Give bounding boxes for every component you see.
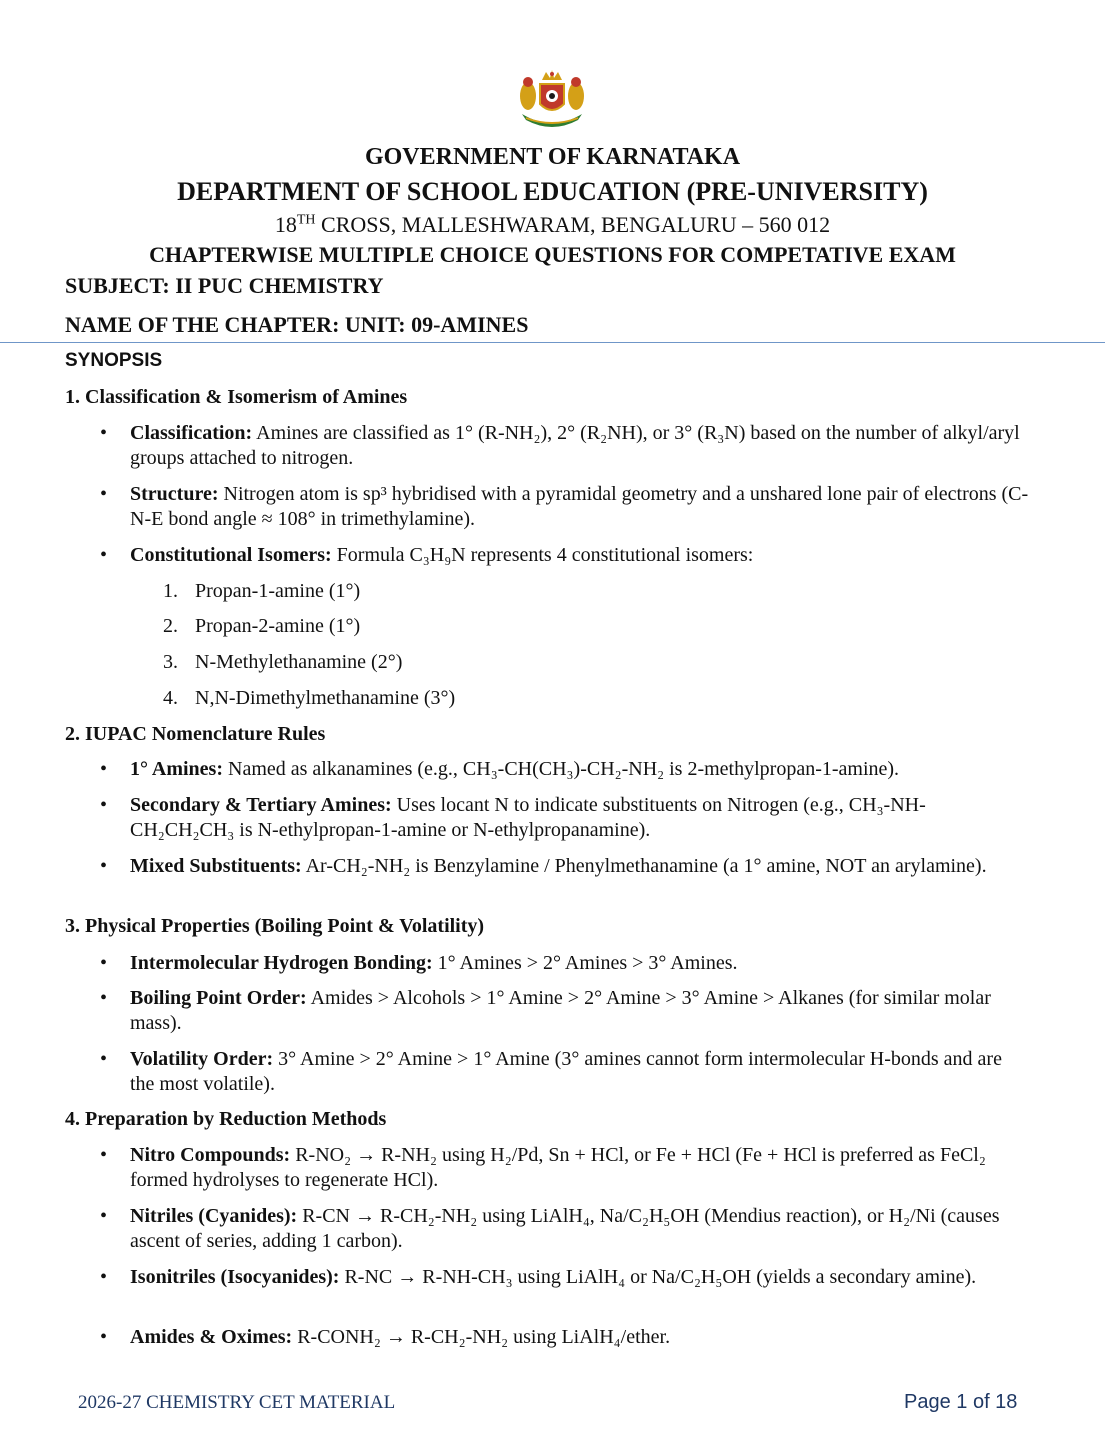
bullet-item (130, 1325, 1030, 1350)
address-rest: CROSS, MALLESHWARAM, BENGALURU – 560 012 (315, 212, 831, 237)
karnataka-emblem-logo (516, 68, 588, 132)
bullet-item (130, 421, 1030, 471)
bullet-text: Amines are classified as 1° (R-NH₂), 2° (R₂NH), or 3° (R₃N) based on the number of alkyl/aryl groups attached to nitrogen. (130, 422, 1020, 469)
bullet-text: Nitrogen atom is sp³ hybridised with a pyramidal geometry and a unshared lone pair of electrons (C-N-E bond angle ≈ 108° in trimethylamine). (130, 483, 1029, 530)
item-text: Propan-2-amine (1°) (195, 615, 361, 637)
bullet-text: 3° Amine > 2° Amine > 1° Amine (3° amines cannot form intermolecular H-bonds and are the most volatile). (130, 1048, 1002, 1095)
address-number: 18 (274, 212, 297, 237)
bullet-label: Mixed Substituents: (130, 855, 302, 877)
bullet-label: Nitro Compounds: (130, 1144, 291, 1166)
bullet-label: Constitutional Isomers: (130, 544, 332, 566)
bullet-label: Nitriles (Cyanides): (130, 1205, 298, 1227)
bullet-text: 1° Amines > 2° Amines > 3° Amines. (437, 952, 738, 974)
bullet-item (130, 482, 1030, 532)
numbered-item (163, 615, 360, 638)
bullet-text: R-CN → R-CH₂-NH₂ using LiAlH₄, Na/C₂H₅OH (Mendius reaction), or H₂/Ni (causes ascent of series, adding 1 carbon). (130, 1205, 1000, 1252)
item-number: 1. (163, 580, 178, 602)
bullet-label: Isonitriles (Isocyanides): (130, 1266, 340, 1288)
bullet-item (130, 1265, 1030, 1290)
section-heading: 4. Preparation by Reduction Methods (65, 1108, 387, 1130)
bullet-item (130, 1204, 1030, 1254)
bullet-label: Classification: (130, 422, 253, 444)
item-text: Propan-1-amine (1°) (195, 580, 361, 602)
address-superscript: TH (296, 212, 316, 228)
bullet-label: Structure: (130, 483, 219, 505)
bullet-item (130, 793, 1030, 843)
numbered-item (163, 580, 360, 603)
numbered-item (163, 651, 402, 674)
bullet-item (130, 986, 1030, 1036)
footer-material-label: 2026-27 CHEMISTRY CET MATERIAL (78, 1392, 396, 1413)
bullet-text: Amides > Alcohols > 1° Amine > 2° Amine > 3° Amine > Alkanes (for similar molar mass). (130, 987, 991, 1034)
bullet-text: R-NC → R-NH-CH₃ using LiAlH₄ or Na/C₂H₅OH (yields a secondary amine). (344, 1266, 977, 1288)
bullet-label: Boiling Point Order: (130, 987, 307, 1009)
subject-line: SUBJECT: II PUC CHEMISTRY (65, 273, 384, 298)
bullet-text: Named as alkanamines (e.g., CH₃-CH(CH₃)-CH₂-NH₂ is 2-methylpropan-1-amine). (228, 758, 900, 780)
bullet-label: Secondary & Tertiary Amines: (130, 794, 392, 816)
government-title: GOVERNMENT OF KARNATAKA (364, 144, 741, 170)
item-number: 2. (163, 615, 178, 637)
section-heading: 2. IUPAC Nomenclature Rules (65, 723, 326, 745)
bullet-item (130, 1143, 1030, 1193)
document-title: CHAPTERWISE MULTIPLE CHOICE QUESTIONS FOR COMPETATIVE EXAM (149, 242, 956, 267)
address (0, 212, 1105, 238)
bullet-text: R-CONH₂ → R-CH₂-NH₂ using LiAlH₄/ether. (297, 1326, 671, 1348)
bullet-item (130, 543, 1030, 568)
bullet-item (130, 1047, 1030, 1097)
bullet-text: R-NO₂ → R-NH₂ using H₂/Pd, Sn + HCl, or Fe + HCl (Fe + HCl is preferred as FeCl₂ formed hydrolyses to regenerate HCl). (130, 1144, 986, 1191)
bullet-label: Volatility Order: (130, 1048, 274, 1070)
bullet-text: Uses locant N to indicate substituents on Nitrogen (e.g., CH₃-NH-CH₂CH₂CH₃ is N-ethylpropan-1-amine or N-ethylpropanamine). (130, 794, 926, 841)
bullet-item (130, 951, 1030, 976)
bullet-item (130, 757, 1030, 782)
bullet-label: Intermolecular Hydrogen Bonding: (130, 952, 433, 974)
item-text: N-Methylethanamine (2°) (195, 651, 403, 673)
bullet-text: Ar-CH₂-NH₂ is Benzylamine / Phenylmethanamine (a 1° amine, NOT an arylamine). (305, 855, 987, 877)
item-number: 3. (163, 651, 178, 673)
page-number: Page 1 of 18 (904, 1391, 1018, 1413)
bullet-item (130, 854, 1030, 879)
chapter-line: NAME OF THE CHAPTER: UNIT: 09-AMINES (65, 312, 529, 337)
department-title: DEPARTMENT OF SCHOOL EDUCATION (PRE-UNIVERSITY) (177, 177, 928, 206)
item-text: N,N-Dimethylmethanamine (3°) (195, 687, 456, 709)
item-number: 4. (163, 687, 178, 709)
numbered-item (163, 687, 455, 710)
bullet-label: Amides & Oximes: (130, 1326, 293, 1348)
section-heading: 3. Physical Properties (Boiling Point & Volatility) (65, 915, 485, 937)
header-divider (0, 342, 1105, 343)
section-heading: 1. Classification & Isomerism of Amines (65, 386, 408, 408)
bullet-text: Formula C₃H₉N represents 4 constitutional isomers: (336, 544, 754, 566)
bullet-label: 1° Amines: (130, 758, 223, 780)
synopsis-heading: SYNOPSIS (65, 350, 163, 371)
